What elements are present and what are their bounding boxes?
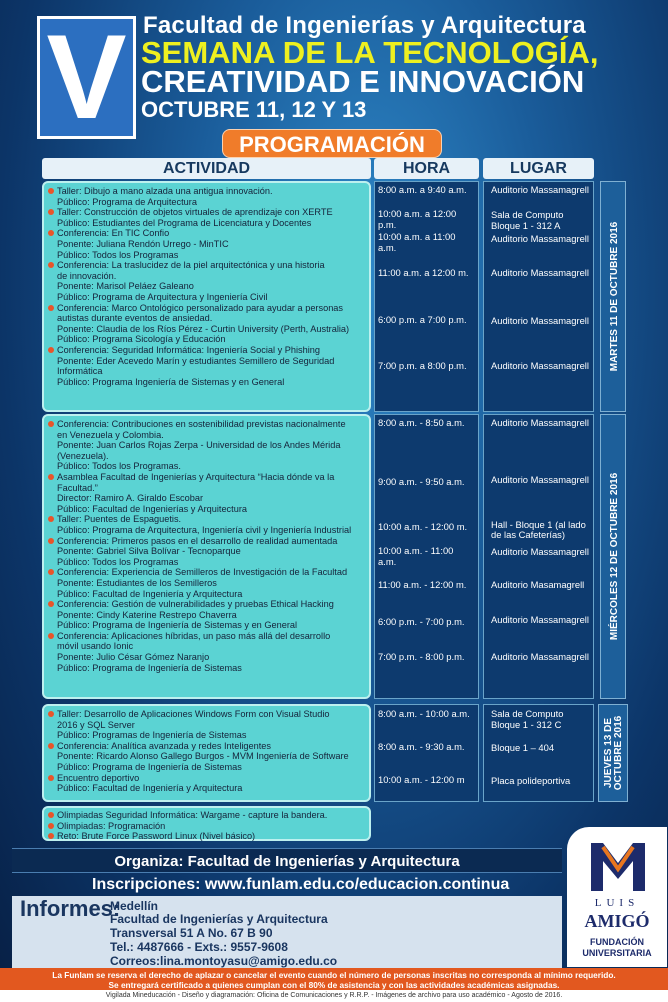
time-value: 10:00 a.m. - 12:00 m.: [378, 521, 468, 532]
bullet-icon: [48, 743, 54, 749]
place-value: Auditorio Massamagrell: [491, 474, 589, 485]
place-value: Auditorio Massamagrell: [491, 267, 589, 278]
activity-column-header: ACTIVIDAD: [42, 158, 371, 179]
info-org: Facultad de Ingenierías y Arquitectura: [110, 912, 328, 926]
time-value: 8:00 a.m. - 9:30 a.m.: [378, 741, 465, 752]
event-dates: OCTUBRE 11, 12 Y 13: [141, 97, 367, 122]
time-value: 10:00 a.m. - 12:00 m: [378, 774, 465, 785]
bullet-icon: [48, 812, 54, 818]
logo-word-luis: LUIS: [594, 897, 640, 909]
bullet-icon: [48, 262, 54, 268]
activity-item: Conferencia: Aplicaciones híbridas, un paso más allá del desarrollo móvil usando Ionic Ponente: Julio César Gómez Naranjo Público: Programa de Ingeniería de Sistemas: [46, 631, 368, 673]
place-value: Auditorio Masamagrell: [491, 579, 585, 590]
info-address: Transversal 51 A No. 67 B 90: [110, 926, 273, 940]
day1-activities: [42, 181, 371, 412]
activity-item: Conferencia: Experiencia de Semilleros de Investigación de la Facultad Ponente: Estudiantes de los Semilleros Público: Facultad de Ingeniería y Arquitectura: [46, 567, 368, 599]
place-value: Sala de Computo Bloque 1 - 312 A: [491, 209, 564, 231]
place-value: Auditorio Massamagrell: [491, 184, 589, 195]
logo-word-fundacion: FUNDACIÓN: [590, 937, 644, 947]
time-value: 10:00 a.m. a 11:00 a.m.: [378, 231, 456, 253]
university-logo: [567, 827, 667, 967]
bullet-icon: [48, 538, 54, 544]
day2-activities: [42, 414, 371, 699]
place-value: Auditorio Massamagrell: [491, 546, 589, 557]
bullet-icon: [48, 188, 54, 194]
bullet-icon: [48, 775, 54, 781]
time-value: 8:00 a.m. - 8:50 a.m.: [378, 417, 465, 428]
bullet-icon: [48, 305, 54, 311]
bullet-icon: [48, 601, 54, 607]
day2-list: [46, 419, 368, 673]
info-city: Medellín: [110, 899, 159, 913]
logo-word-universitaria: UNIVERSITARIA: [582, 948, 652, 958]
info-label: Informes:: [20, 896, 121, 921]
time-value: 7:00 p.m. - 8:00 p.m.: [378, 651, 465, 662]
logo-v-badge: [37, 10, 136, 144]
extras-list: [46, 810, 368, 842]
time-value: 9:00 a.m. - 9:50 a.m.: [378, 476, 465, 487]
place-value: Bloque 1 – 404: [491, 742, 555, 753]
time-column-header: HORA: [374, 158, 479, 179]
bullet-icon: [48, 823, 54, 829]
day3-date-label: JUEVES 13 DE OCTUBRE 2016: [603, 715, 624, 791]
time-value: 7:00 p.m. a 8:00 p.m.: [378, 360, 467, 371]
place-value: Auditorio Massamagrell: [491, 360, 589, 371]
bullet-icon: [48, 474, 54, 480]
organizer-bar: Organiza: Facultad de Ingenierías y Arquitectura: [12, 848, 562, 873]
faculty-title: Facultad de Ingenierías y Arquitectura: [143, 12, 586, 39]
place-value: Auditorio Massamagrell: [491, 233, 589, 244]
place-value: Hall - Bloque 1 (al lado de las Cafeterías): [491, 519, 586, 540]
time-value: 6:00 p.m. - 7:00 p.m.: [378, 616, 465, 627]
luis-amigo-emblem-icon: [589, 841, 647, 893]
extra-item: Reto: Brute Force Password Linux (Nivel básico): [46, 831, 368, 842]
place-value: Auditorio Massamagrell: [491, 417, 589, 428]
bullet-icon: [48, 569, 54, 575]
extras-box: [42, 806, 371, 841]
place-value: Auditorio Massamagrell: [491, 651, 589, 662]
day2-date-label: MIÉRCOLES 12 DE OCTUBRE 2016: [609, 472, 620, 641]
time-value: 8:00 a.m. a 9:40 a.m.: [378, 184, 467, 195]
bullet-icon: [48, 421, 54, 427]
place-value: Auditorio Massamagrell: [491, 614, 589, 625]
bullet-icon: [48, 633, 54, 639]
day3-date-band: [598, 704, 628, 802]
day2-date-band: [600, 414, 626, 699]
activity-item: Taller: Construcción de objetos virtuales de aprendizaje con XERTE Público: Estudiantes del Programa de Licenciatura y Docentes: [46, 207, 368, 228]
activity-item: Conferencia: Primeros pasos en el desarrollo de realidad aumentada Ponente: Gabriel Silva Bolívar - Tecnoparque Público: Todos los Programas: [46, 536, 368, 568]
info-email[interactable]: Correos:lina.montoyasu@amigo.edu.co: [110, 954, 338, 968]
time-value: 10:00 a.m. a 12:00 p.m.: [378, 208, 457, 230]
activity-item: Taller: Puentes de Espaguetis. Público: Programa de Arquitectura, Ingeniería civil y Ingeniería Industrial: [46, 514, 368, 535]
extra-item: Olimpiadas: Programación: [46, 821, 368, 832]
time-value: 8:00 a.m. - 10:00 a.m.: [378, 708, 470, 719]
place-value: Placa polideportiva: [491, 775, 571, 786]
info-phone: Tel.: 4487666 - Exts.: 9557-9608: [110, 940, 288, 954]
activity-item: Encuentro deportivo Público: Facultad de Ingeniería y Arquitectura: [46, 773, 368, 794]
footer-credits: Vigilada Mineducación - Diseño y diagramación: Oficina de Comunicaciones y R.R.P. - Imágenes de archivo para uso académico - Agosto de 2016.: [0, 990, 668, 1002]
activity-item: Taller: Dibujo a mano alzada una antigua innovación. Público: Programa de Arquitectura: [46, 186, 368, 207]
day3-list: [46, 709, 368, 794]
day3-activities: [42, 704, 371, 802]
activity-item: Asamblea Facultad de Ingenierías y Arquitectura “Hacia dónde va la Facultad.” Director: Ramiro A. Giraldo Escobar Público: Facultad de Ingenierías y Arquitectura: [46, 472, 368, 514]
day1-date-band: [600, 181, 626, 412]
activity-item: Conferencia: Gestión de vulnerabilidades y pruebas Ethical Hacking Ponente: Cindy Katerine Restrepo Chaverra Público: Programa de Ingeniería de Sistemas y en General: [46, 599, 368, 631]
day1-list: [46, 186, 368, 387]
disclaimer: La Funlam se reserva el derecho de aplazar o cancelar el evento cuando el número de personas inscritas no corresponda al mínimo requerido. Se entregará certificado a quienes cumplan con el 80% de asistencia y con las actividades académicas asignadas.: [0, 968, 668, 990]
bullet-icon: [48, 209, 54, 215]
bullet-icon: [48, 711, 54, 717]
place-column-header: LUGAR: [483, 158, 594, 179]
activity-item: Conferencia: Marco Ontológico personalizado para ayudar a personas autistas durante eventos de ansiedad. Ponente: Claudia de los Ríos Pérez - Curtin University (Perth, Australia) Público: Programa Sicología y Educación: [46, 303, 368, 345]
activity-item: Conferencia: Analítica avanzada y redes Inteligentes Ponente: Ricardo Alonso Gallego Burgos - MVM Ingeniería de Software Público: Programa de Ingeniería de Sistemas: [46, 741, 368, 773]
place-value: Auditorio Massamagrell: [491, 315, 589, 326]
bullet-icon: [48, 833, 54, 839]
program-heading: PROGRAMACIÓN: [222, 129, 442, 158]
event-title-line1: SEMANA DE LA TECNOLOGÍA,: [141, 35, 599, 70]
extra-item: Olimpiadas Seguridad Informática: Wargame - capture la bandera.: [46, 810, 368, 821]
bullet-icon: [48, 230, 54, 236]
logo-word-amigo: AMIGÓ: [584, 911, 650, 931]
event-title-line2: CREATIVIDAD E INNOVACIÓN: [141, 64, 585, 99]
time-value: 11:00 a.m. - 12:00 m.: [378, 579, 467, 590]
registration-link[interactable]: Inscripciones: www.funlam.edu.co/educacion.continua: [92, 876, 510, 893]
activity-item: Conferencia: Seguridad Informática: Ingeniería Social y Phishing Ponente: Eder Acevedo Marín y estudiantes Semillero de Seguridad Informática Público: Programa Ingeniería de Sistemas y en General: [46, 345, 368, 387]
bullet-icon: [48, 516, 54, 522]
time-value: 6:00 p.m. a 7:00 p.m.: [378, 314, 467, 325]
activity-item: Taller: Desarrollo de Aplicaciones Windows Form con Visual Studio 2016 y SQL Server Público: Programas de Ingeniería de Sistemas: [46, 709, 368, 741]
time-value: 10:00 a.m. - 11:00 a.m.: [378, 545, 454, 567]
activity-item: Conferencia: En TIC Confio Ponente: Juliana Rendón Urrego - MinTIC Público: Todos los Programas: [46, 228, 368, 260]
bullet-icon: [48, 347, 54, 353]
place-value: Sala de Computo Bloque 1 - 312 C: [491, 708, 564, 730]
activity-item: Conferencia: La traslucidez de la piel arquitectónica y una historia de innovación. Ponente: Marisol Peláez Galeano Público: Programa de Arquitectura y Ingeniería Civil: [46, 260, 368, 302]
day1-date-label: MARTES 11 DE OCTUBRE 2016: [609, 221, 620, 372]
v-letter: V: [46, 10, 127, 144]
time-value: 11:00 a.m. a 12:00 m.: [378, 267, 469, 278]
activity-item: Conferencia: Contribuciones en sostenibilidad previstas nacionalmente en Venezuela y Colombia. Ponente: Juan Carlos Rojas Zerpa - Universidad de los Andes Mérida (Venezuela). Público: Todos los Programas.: [46, 419, 368, 472]
